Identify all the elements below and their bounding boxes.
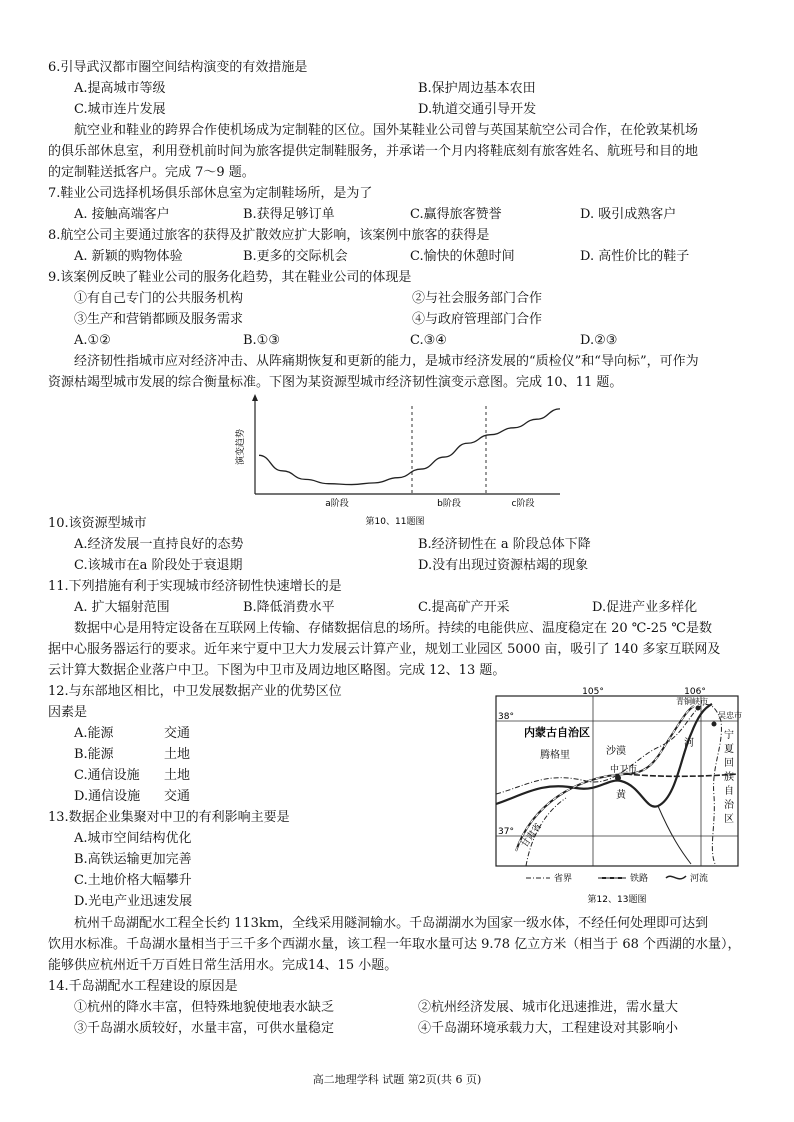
q9-statement-1: ①有自己专门的公共服务机构 (74, 291, 244, 306)
passage-7-line1: 航空业和鞋业的跨界合作使机场成为定制鞋的区位。国外某鞋业公司曾与英国某航空公司合作，在伦敦某机场 (74, 123, 699, 138)
legend-river-symbol (666, 876, 686, 879)
q14-statement-1: ①杭州的降水丰富，但特殊地貌使地表水缺乏 (74, 1000, 335, 1015)
river-branch (658, 806, 691, 864)
ningxia-char-5: 自 (724, 786, 734, 797)
label-tengger: 腾格里 (540, 750, 570, 761)
passage-7-line3: 的定制鞋送抵客户。完成 7～9 题。 (48, 165, 255, 180)
q10-option-a: A.经济发展一直持良好的态势 (74, 537, 244, 552)
q14-stem: 14.千岛湖配水工程建设的原因是 (48, 979, 238, 994)
q6-stem: 6.引导武汉都市圈空间结构演变的有效措施是 (48, 60, 308, 75)
ningxia-char-2: 夏 (724, 744, 734, 755)
q12-stem-line1: 12.与东部地区相比，中卫发展数据产业的优势区位 (48, 684, 342, 699)
q11-option-a: A. 扩大辐射范围 (74, 600, 170, 615)
label-qingtongxia: 青铜峡市 (676, 697, 708, 706)
q11-option-b: B.降低消费水平 (243, 600, 335, 615)
passage-10-line1: 经济韧性指城市应对经济冲击、从阵痛期恢复和更新的能力，是城市经济发展的“质检仪”和“导向标”，可作为 (74, 354, 699, 369)
trend-line (259, 409, 560, 485)
label-yellow-river-2: 河 (684, 738, 694, 749)
q12-option-c-2: 土地 (164, 768, 191, 783)
stage-c-label: c阶段 (511, 499, 535, 509)
passage-12-line1: 数据中心是用特定设备在互联网上传输、存储数据信息的场所。持续的电能供应、温度稳定在 20 ℃-25 ℃是数 (74, 621, 712, 636)
passage-12-line3: 云计算大数据企业落户中卫。下图为中卫市及周边地区略图。完成 12、13 题。 (48, 663, 506, 678)
q11-stem: 11.下列措施有利于实现城市经济韧性快速增长的是 (48, 579, 342, 594)
chart-ylabel: 演变趋势 (236, 428, 246, 466)
lat-37-label: 37° (498, 827, 514, 837)
passage-7-line2: 的俱乐部休息室，利用登机前时间为旅客提供定制鞋服务，并承诺一个月内将鞋底刻有旅客姓名、航班号和目的地 (48, 144, 699, 159)
q11-option-c: C.提高矿产开采 (418, 600, 510, 615)
q14-statement-3: ③千岛湖水质较好，水量丰富，可供水量稳定 (74, 1021, 335, 1036)
yellow-river (496, 704, 712, 807)
label-zhongwei: 中卫市 (610, 765, 638, 775)
q7-option-d: D. 吸引成熟客户 (580, 207, 677, 222)
q12-option-d: D.通信设施 (74, 789, 141, 804)
q8-option-d: D. 高性价比的鞋子 (580, 249, 690, 264)
legend-rail-label: 铁路 (630, 874, 649, 884)
ningxia-char-6: 治 (724, 800, 734, 811)
q8-option-b: B.更多的交际机会 (243, 249, 348, 264)
qingtongxia-city-dot (696, 706, 701, 711)
q9-statement-4: ④与政府管理部门合作 (412, 312, 543, 327)
q7-option-c: C.赢得旅客赞誉 (410, 207, 502, 222)
q9-statement-3: ③生产和营销都顾及服务需求 (74, 312, 244, 327)
q6-option-c: C.城市连片发展 (74, 102, 166, 117)
q12-option-d-2: 交通 (164, 789, 191, 804)
ningxia-char-4: 族 (724, 772, 734, 783)
wuzhong-city-dot (712, 722, 717, 727)
q12-option-a: A.能源 (74, 726, 114, 741)
q14-statement-4: ④千岛湖环境承载力大，工程建设对其影响小 (418, 1021, 679, 1036)
q13-option-a: A.城市空间结构优化 (74, 831, 192, 846)
stage-b-label: b阶段 (437, 499, 461, 509)
chart-caption: 第10、11题图 (365, 517, 425, 527)
q7-stem: 7.鞋业公司选择机场俱乐部休息室为定制鞋场所，是为了 (48, 186, 373, 201)
q9-option-a: A.①② (74, 333, 111, 348)
passage-14-line3: 能够供应杭州近千万百姓日常生活用水。完成14、15 小题。 (48, 958, 398, 973)
q6-option-b: B.保护周边基本农田 (418, 81, 536, 96)
q12-option-b: B.能源 (74, 747, 114, 762)
label-ningxia (724, 728, 735, 825)
lat-38-label: 38° (498, 712, 514, 722)
q13-option-c: C.土地价格大幅攀升 (74, 873, 192, 888)
lon-106-label: 106° (684, 687, 706, 697)
passage-14-line1: 杭州千岛湖配水工程全长约 113km，全线采用隧洞输水。千岛湖湖水为国家一级水体，不经任何处理即可达到 (74, 916, 709, 931)
ningxia-char-7: 区 (724, 814, 734, 825)
zhongwei-map (486, 686, 748, 908)
legend-river-label: 河流 (690, 874, 709, 884)
q12-option-a-2: 交通 (164, 726, 191, 741)
label-inner-mongolia: 内蒙古自治区 (524, 726, 590, 739)
q12-option-c: C.通信设施 (74, 768, 140, 783)
stage-a-label: a阶段 (325, 499, 349, 509)
q6-option-a: A.提高城市等级 (74, 81, 166, 96)
passage-10-line2: 资源枯竭型城市发展的综合衡量标准。下图为某资源型城市经济韧性演变示意图。完成 10、11 题。 (48, 375, 623, 390)
q13-option-b: B.高铁运输更加完善 (74, 852, 192, 867)
ningxia-char-3: 回 (724, 758, 734, 769)
q7-option-a: A. 接触高端客户 (74, 207, 170, 222)
label-desert: 沙漠 (606, 746, 626, 757)
q9-option-c: C.③④ (410, 333, 447, 348)
legend-border-label: 省界 (554, 874, 573, 884)
label-yellow-river-1: 黄 (616, 790, 626, 801)
q12-stem-line2: 因素是 (48, 705, 88, 720)
ningxia-char-1: 宁 (724, 730, 734, 741)
q7-option-b: B.获得足够订单 (243, 207, 335, 222)
q10-option-b: B.经济韧性在 a 阶段总体下降 (418, 537, 591, 552)
q10-option-c: C.该城市在a 阶段处于衰退期 (74, 558, 243, 573)
q8-stem: 8.航空公司主要通过旅客的获得及扩散效应扩大影响，该案例中旅客的获得是 (48, 228, 490, 243)
q10-stem: 10.该资源型城市 (48, 516, 147, 531)
q11-option-d: D.促进产业多样化 (592, 600, 698, 615)
q13-stem: 13.数据企业集聚对中卫的有利影响主要是 (48, 810, 290, 825)
zhongwei-city-dot (615, 775, 621, 781)
label-wuzhong: 吴忠市 (718, 711, 742, 720)
q10-option-d: D.没有出现过资源枯竭的现象 (418, 558, 589, 573)
passage-14-line2: 饮用水标准。千岛湖水量相当于三千多个西湖水量，该工程一年取水量可达 9.78 亿立方米（相当于 68 个西湖的水量）， (48, 937, 741, 952)
q9-option-d: D.②③ (580, 333, 618, 348)
page-footer: 高二地理学科 试题 第2页(共 6 页) (312, 1073, 482, 1086)
resilience-chart (225, 392, 570, 532)
q9-option-b: B.①③ (243, 333, 280, 348)
q13-option-d: D.光电产业迅速发展 (74, 894, 193, 909)
map-caption: 第12、13题图 (587, 895, 647, 905)
railway-east (626, 774, 738, 776)
passage-12-line2: 据中心服务器运行的要求。近年来宁夏中卫大力发展云计算产业，规划工业园区 5000 亩，吸引了 140 多家互联网及 (48, 642, 721, 657)
q6-option-d: D.轨道交通引导开发 (418, 102, 537, 117)
q8-option-c: C.愉快的休憩时间 (410, 249, 515, 264)
q12-option-b-2: 土地 (164, 747, 191, 762)
q9-statement-2: ②与社会服务部门合作 (412, 291, 543, 306)
label-gansu: 甘肃省 (520, 821, 544, 850)
q14-statement-2: ②杭州经济发展、城市化迅速推进，需水量大 (418, 1000, 679, 1015)
q9-stem: 9.该案例反映了鞋业公司的服务化趋势，其在鞋业公司的体现是 (48, 270, 412, 285)
q8-option-a: A. 新颖的购物体验 (74, 249, 183, 264)
lon-105-label: 105° (582, 687, 604, 697)
chart-y-arrow (252, 394, 258, 401)
